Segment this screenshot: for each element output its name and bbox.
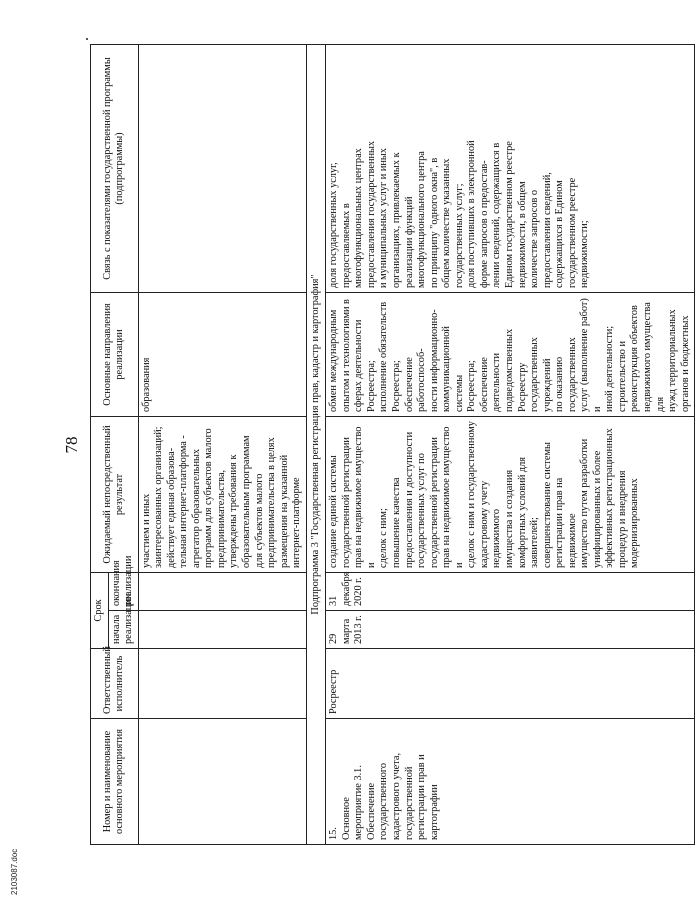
program-table (90, 44, 695, 845)
row-start-cell: 29 марта 2013 г. (326, 611, 695, 649)
cont-end-cell (138, 572, 306, 610)
cont-result-cell: участием и иных заинтересованных организаций; действует единая образова- тельная интернет-платформа - агрегатор образовательных программ для субъектов малого предпринимательства, утверждены требования к образовательным программам для субъектов малого предпринимательства в целях размещения на указанной интернет-платформе (138, 416, 306, 572)
row-name-cell: 15. Основное мероприятие 3.1. Обеспечение государственного кадастрового учета, государственной регистрации прав и картографии (326, 719, 695, 845)
row-result-cell: создание единой системы государственной регистрации прав на недвижимое имущество и сделок с ним; повышение качества предоставления и доступности государственных услуг по государственной регистрации прав на недвижимое имущество и сделок с ним и государственному кадастровому учету недвижимого имущества и создания комфортных условий для заявителей; совершенствование системы регистрации прав на недвижимое имущество путем разработки унифицированных и более эффективных регистрационных процедур и внедрения модернизированных (326, 416, 695, 572)
subprogram-row (306, 44, 326, 844)
header-result: Ожидаемый непосредственный результат (91, 416, 139, 572)
header-start: начала реализации (108, 611, 138, 649)
subprogram-title: Подпрограмма 3 "Государственная регистрация прав, кадастр и картография" (306, 44, 326, 844)
cont-directions-cell: образования (138, 292, 306, 416)
cont-start-cell (138, 611, 306, 649)
header-end: окончания реализации (108, 572, 138, 610)
continuation-row (138, 44, 306, 844)
row-end-cell: 31 декабря 2020 г. (326, 572, 695, 610)
table-row (326, 44, 695, 844)
header-directions: Основные направления реализации (91, 292, 139, 416)
row-directions-cell: обмен международным опытом и технологиями в сферах деятельности Росреестра; исполнение обязательств Росреестра; обеспечение работоспособ- ности информационно- коммуникационной системы Росреестра; обеспечение деятельности подведомственных Росреестру государственных учреждений по оказанию государственных услуг (выполнение работ) и иной деятельности; строительство и реконструкция объектов недвижимого имущества для нужд территориальных органов и бюджетных (326, 292, 695, 416)
cont-link-cell (138, 44, 306, 292)
rotated-table-area (56, 45, 691, 845)
row-link-cell: доля государственных услуг, предоставляемых в многофункциональных центрах предоставления государственных и муниципальных услуг и иных организациях, привлекаемых к реализации функций многофункционального центра по принципу "одного окна", в общем количестве указанных государственных услуг; доля поступивших в электронной форме запросов о предостав- лении сведений, содержащихся в Едином государственном реестре недвижимости, в общем количестве запросов о предоставлении сведений, содержащихся в Едином государственном реестре недвижимости; (326, 44, 695, 292)
page-number: 78 (62, 436, 81, 454)
row-executor-cell: Росреестр (326, 649, 695, 719)
header-name: Номер и наименование основного мероприятия (91, 719, 139, 845)
cont-name-cell (138, 719, 306, 845)
header-term: Срок (91, 572, 109, 648)
cont-executor-cell (138, 649, 306, 719)
header-link: Связь с показателями государственной программы (подпрограммы) (91, 44, 139, 292)
file-name-footer: 2103087.doc (10, 848, 19, 895)
header-executor: Ответственный исполнитель (91, 649, 139, 719)
scan-mark (86, 38, 88, 40)
